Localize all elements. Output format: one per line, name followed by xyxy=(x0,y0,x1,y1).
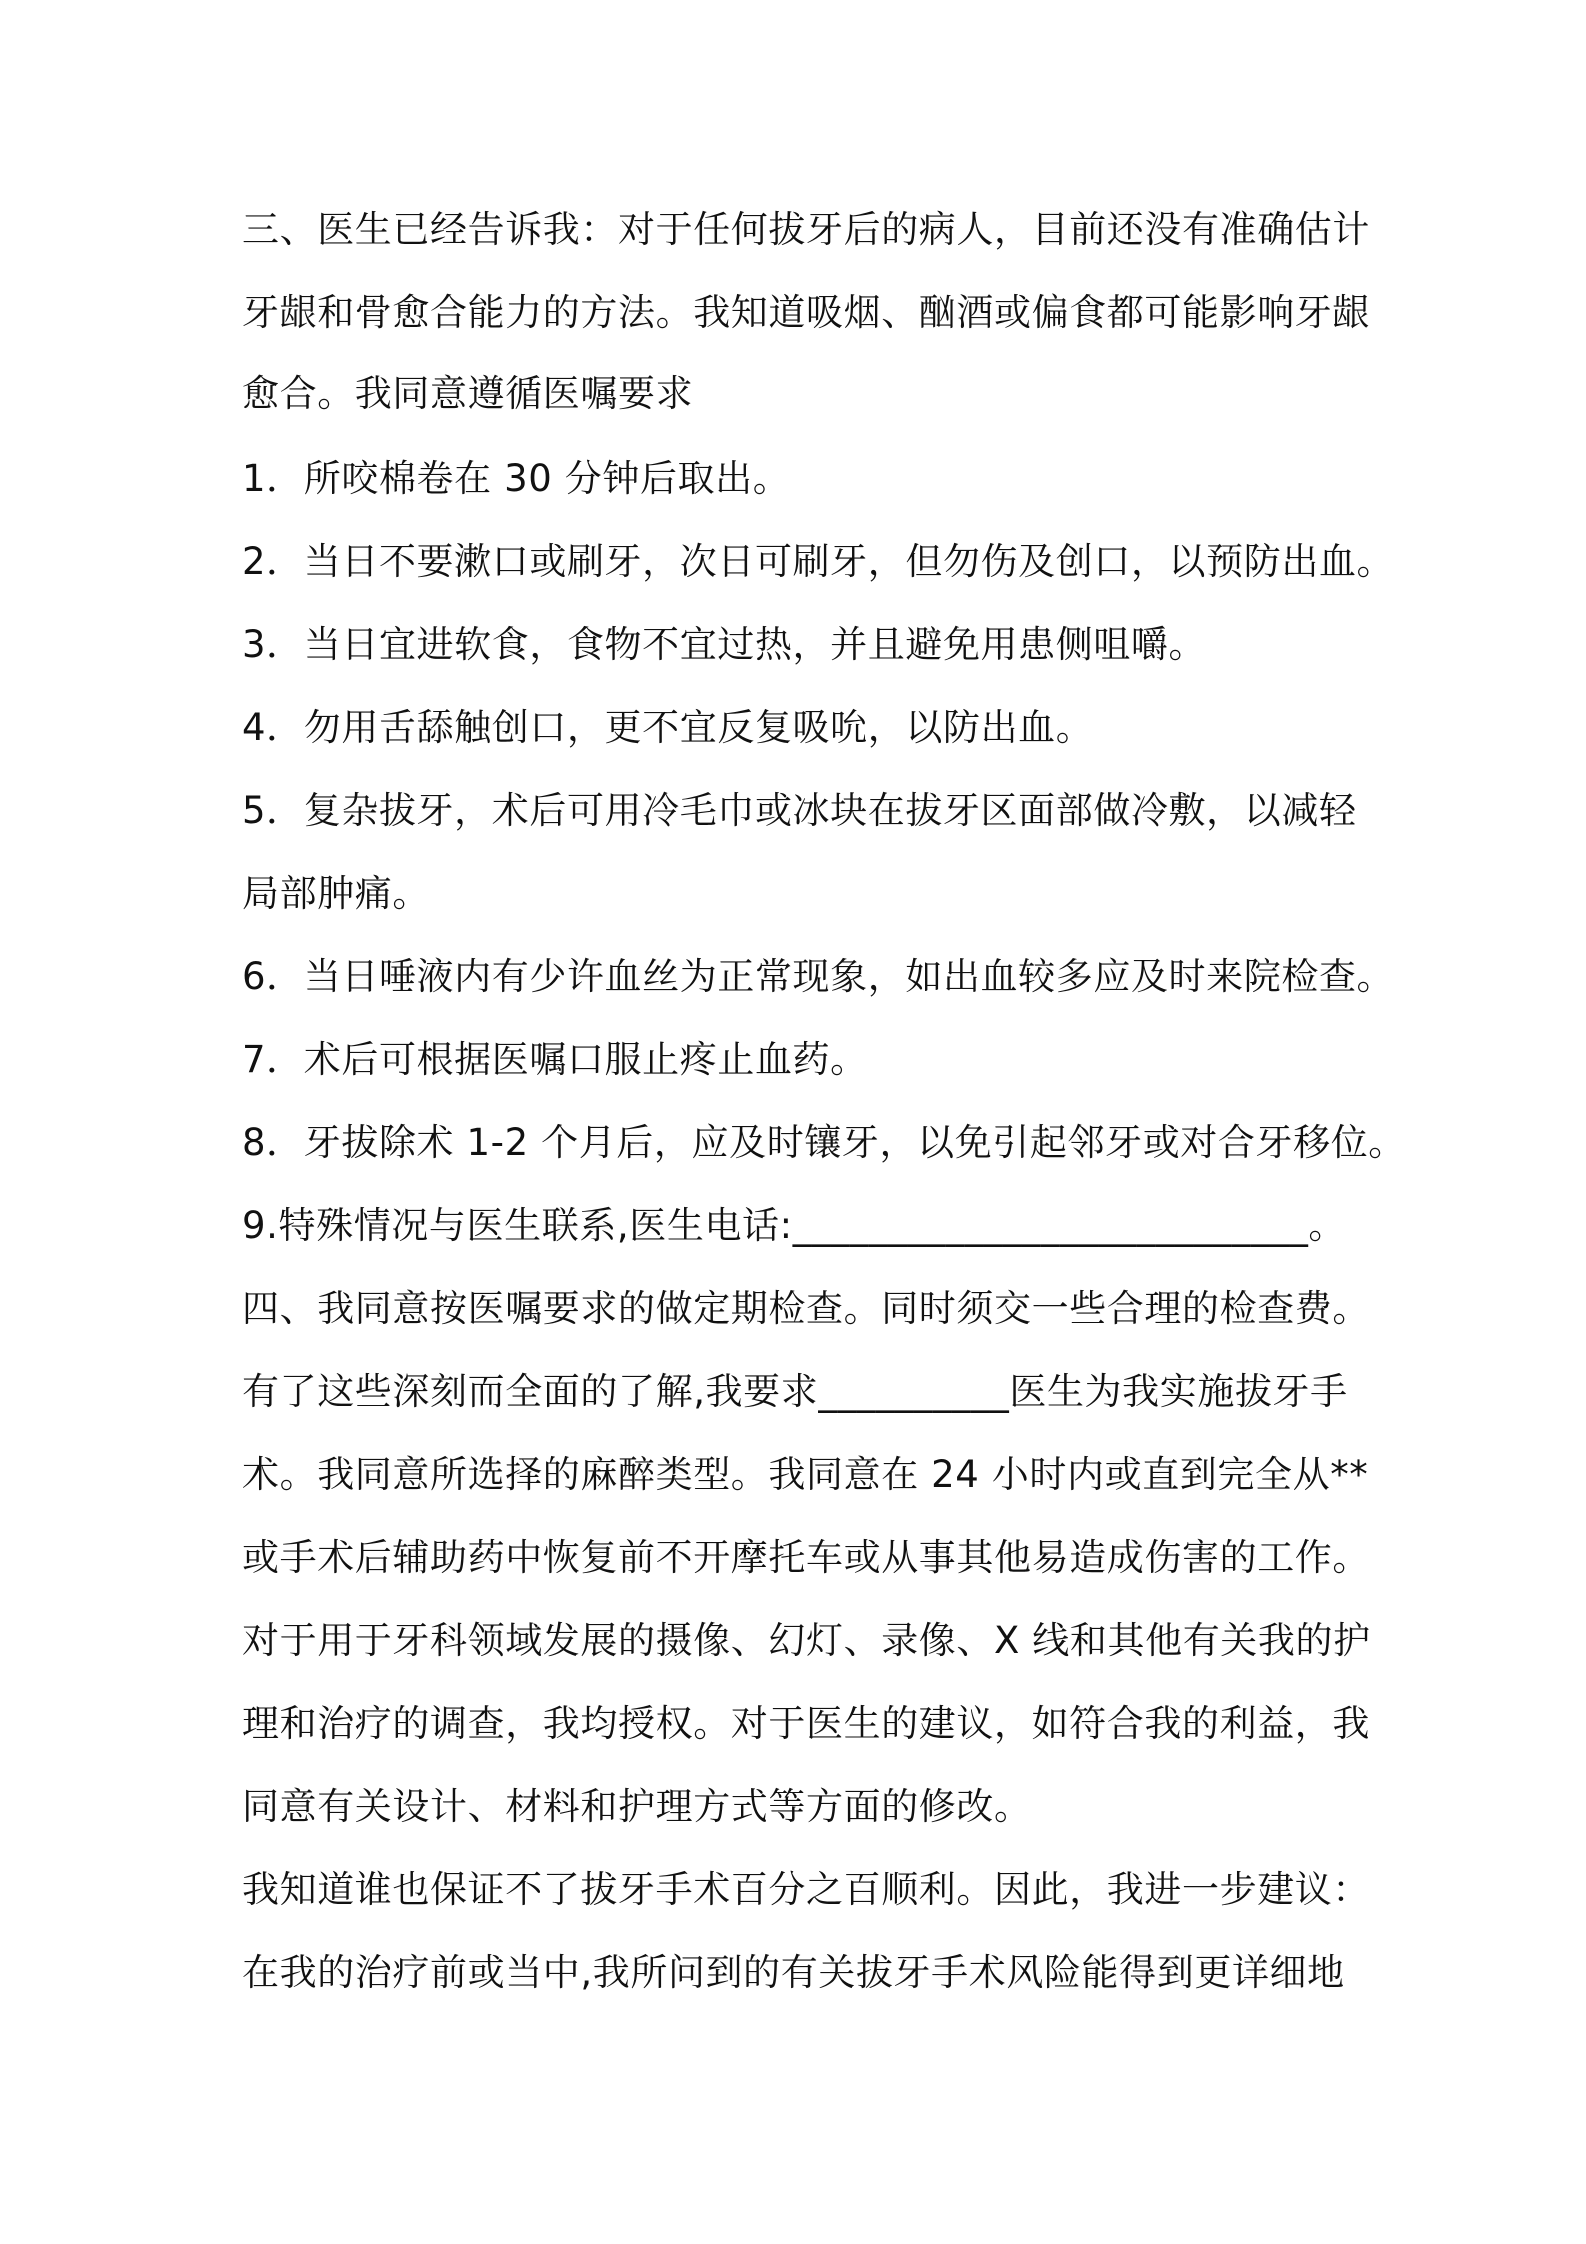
list-item: 2．当日不要漱口或刷牙，次日可刷牙，但勿伤及创口，以预防出血。 xyxy=(242,540,1395,583)
list-item: 1．所咬棉卷在 30 分钟后取出。 xyxy=(242,457,791,500)
list-item: 7．术后可根据医嘱口服止疼止血药。 xyxy=(242,1038,868,1081)
text-line: 四、我同意按医嘱要求的做定期检查。同时须交一些合理的检查费。 xyxy=(242,1287,1370,1330)
text-line: 同意有关设计、材料和护理方式等方面的修改。 xyxy=(242,1785,1032,1828)
text-line: 三、医生已经告诉我：对于任何拔牙后的病人，目前还没有准确估计 xyxy=(242,208,1370,251)
list-item: 4．勿用舌舔触创口，更不宜反复吸吮，以防出血。 xyxy=(242,706,1094,749)
text-line: 在我的治疗前或当中,我所问到的有关拔牙手术风险能得到更详细地 xyxy=(242,1951,1345,1994)
text-line: 牙龈和骨愈合能力的方法。我知道吸烟、酗酒或偏食都可能影响牙龈 xyxy=(242,291,1370,334)
text-line: 理和治疗的调查，我均授权。对于医生的建议，如符合我的利益，我 xyxy=(242,1702,1370,1745)
text-line: 或手术后辅助药中恢复前不开摩托车或从事其他易造成伤害的工作。 xyxy=(242,1536,1370,1579)
text-line: 有了这些深刻而全面的了解,我要求__________医生为我实施拔牙手 xyxy=(242,1370,1348,1413)
text-line: 对于用于牙科领域发展的摄像、幻灯、录像、X 线和其他有关我的护 xyxy=(242,1619,1371,1662)
list-item: 9.特殊情况与医生联系,医生电话:___________________________。 xyxy=(242,1204,1347,1247)
list-item: 6．当日唾液内有少许血丝为正常现象，如出血较多应及时来院检查。 xyxy=(242,955,1395,998)
text-line: 局部肿痛。 xyxy=(242,872,430,915)
text-line: 术。我同意所选择的麻醉类型。我同意在 24 小时内或直到完全从** xyxy=(242,1453,1369,1496)
list-item: 8．牙拔除术 1-2 个月后，应及时镶牙，以免引起邻牙或对合牙移位。 xyxy=(242,1121,1406,1164)
list-item: 3．当日宜进软食，食物不宜过热，并且避免用患侧咀嚼。 xyxy=(242,623,1207,666)
text-line: 愈合。我同意遵循医嘱要求 xyxy=(242,372,694,415)
text-line: 我知道谁也保证不了拔牙手术百分之百顺利。因此，我进一步建议： xyxy=(242,1868,1370,1911)
list-item: 5．复杂拔牙，术后可用冷毛巾或冰块在拔牙区面部做冷敷，以减轻 xyxy=(242,789,1357,832)
